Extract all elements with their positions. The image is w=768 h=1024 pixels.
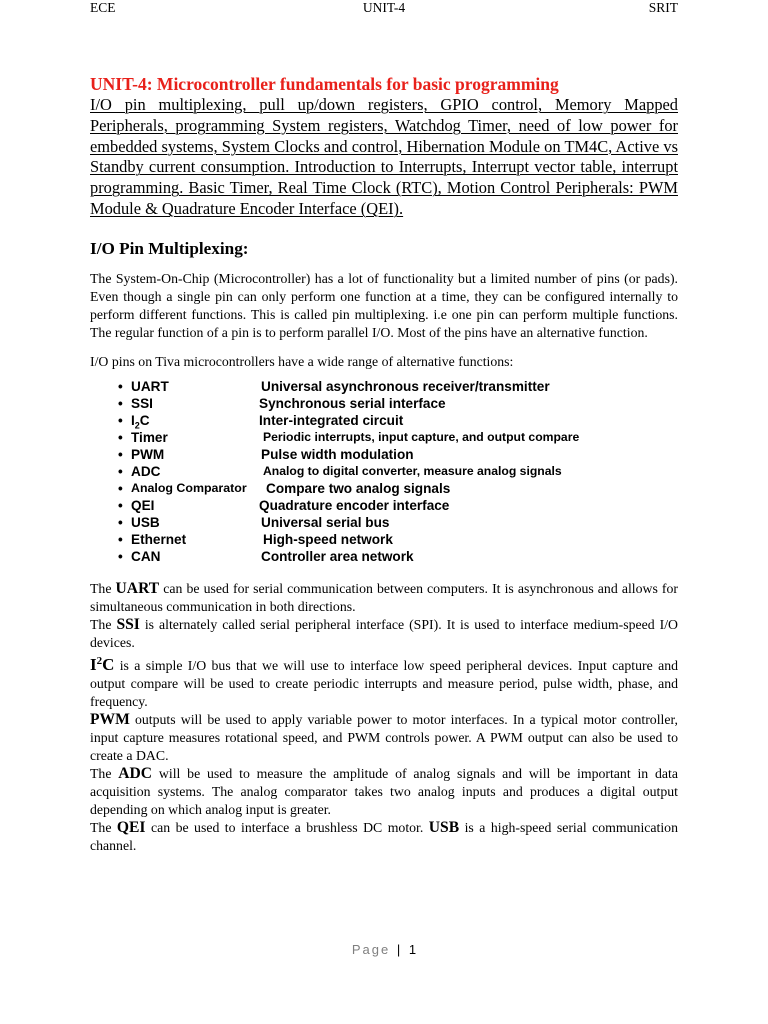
list-item bbox=[90, 446, 678, 463]
bullet: • bbox=[118, 497, 123, 513]
header-unit: UNIT-4 bbox=[362, 0, 406, 15]
bullet: • bbox=[118, 548, 123, 564]
function-desc: Synchronous serial interface bbox=[259, 395, 446, 411]
page-header bbox=[90, 0, 678, 18]
bullet: • bbox=[118, 395, 123, 411]
bullet: • bbox=[118, 531, 123, 547]
list-item bbox=[90, 395, 678, 412]
bullet: • bbox=[118, 446, 123, 462]
page-separator: | bbox=[396, 942, 401, 957]
function-abbr: USB bbox=[131, 514, 160, 530]
bullet: • bbox=[118, 412, 123, 428]
list-item bbox=[90, 412, 678, 429]
alternative-functions-list bbox=[90, 378, 678, 565]
function-abbr: Analog Comparator bbox=[131, 480, 247, 495]
i2c-paragraph: $I^2C$ is a simple I/O bus that we will use to interface low speed peripheral devices. Input capture and output compare will be used to create periodic interrupts and measure period, pulse width, phase, and frequency. bbox=[90, 654, 678, 709]
function-abbr: ADC bbox=[131, 463, 161, 479]
page-number: 1 bbox=[408, 942, 417, 957]
function-abbr: UART bbox=[131, 378, 169, 394]
syllabus-topics: I/O pin multiplexing, pull up/down registers, GPIO control, Memory Mapped Peripherals, programming System registers, Watchdog Timer, need of low power for embedded systems, System Clocks and control, Hibernation Module on TM4C, Active vs Standby current consumption. Introduction to Interrupts, Interrupt vector table, interrupt programming. Basic Timer, Real Time Clock (RTC), Motion Control Peripherals: PWM Module & Quadrature Encoder Interface (QEI). bbox=[90, 95, 678, 218]
page-footer bbox=[0, 942, 768, 957]
unit-title: UNIT-4: Microcontroller fundamentals for basic programming bbox=[90, 74, 559, 94]
list-item bbox=[90, 429, 678, 446]
function-abbr: PWM bbox=[131, 446, 165, 462]
function-desc: Pulse width modulation bbox=[261, 446, 414, 462]
function-abbr: SSI bbox=[131, 395, 153, 411]
uart-paragraph: The UART can be used for serial communication between computers. It is asynchronous and allows for simultaneous communication in both directions. bbox=[90, 579, 679, 614]
function-abbr: $I_2C$ bbox=[131, 412, 150, 431]
bullet: • bbox=[118, 514, 123, 530]
adc-paragraph: The ADC will be used to measure the amplitude of analog signals and will be important in data acquisition systems. The analog comparator takes two analog inputs and produces a digital output depending on which analog input is greater. bbox=[90, 764, 679, 817]
list-item bbox=[90, 514, 678, 531]
function-abbr: QEI bbox=[131, 497, 155, 513]
header-college: SRIT bbox=[648, 0, 678, 15]
function-desc: Periodic interrupts, input capture, and output compare bbox=[263, 429, 580, 444]
list-item bbox=[90, 463, 678, 480]
bullet: • bbox=[118, 463, 123, 479]
page-label: Page bbox=[351, 942, 391, 957]
function-abbr: CAN bbox=[131, 548, 161, 564]
intro-paragraph: The System-On-Chip (Microcontroller) has a lot of functionality but a limited number of pins (or pads). Even though a single pin can only perform one function at a time, they can be configured internally to perform different functions. This is called pin multiplexing. i.e one pin can perform multiple functions. The regular function of a pin is to perform parallel I/O. Most of the pins have an alternative function. bbox=[90, 270, 678, 340]
list-item bbox=[90, 531, 678, 548]
function-desc: Compare two analog signals bbox=[266, 480, 451, 496]
function-desc: Quadrature encoder interface bbox=[259, 497, 450, 513]
document-body bbox=[90, 74, 678, 855]
qei-paragraph: The QEI can be used to interface a brushless DC motor. USB is a high-speed serial communication channel. bbox=[90, 818, 678, 853]
list-intro: I/O pins on Tiva microcontrollers have a wide range of alternative functions: bbox=[90, 353, 514, 369]
function-abbr: Ethernet bbox=[131, 531, 187, 547]
function-desc: Analog to digital converter, measure analog signals bbox=[263, 463, 562, 478]
list-item bbox=[90, 480, 678, 497]
function-abbr: Timer bbox=[131, 429, 168, 445]
pwm-paragraph: PWM outputs will be used to apply variable power to motor interfaces. In a typical motor controller, input capture measures rotational speed, and PWM controls power. A PWM output can also be used to create a DAC. bbox=[90, 710, 678, 763]
bullet: • bbox=[118, 480, 123, 496]
function-descriptions bbox=[90, 580, 678, 855]
bullet: • bbox=[118, 429, 123, 445]
function-desc: High-speed network bbox=[263, 531, 393, 547]
list-item bbox=[90, 378, 678, 395]
function-desc: Controller area network bbox=[261, 548, 414, 564]
function-desc: Universal serial bus bbox=[261, 514, 390, 530]
ssi-paragraph: The SSI is alternately called serial peripheral interface (SPI). It is used to interface medium-speed I/O devices. bbox=[90, 615, 678, 650]
section-heading: I/O Pin Multiplexing: bbox=[90, 238, 249, 258]
list-item bbox=[90, 548, 678, 565]
bullet: • bbox=[118, 378, 123, 394]
list-item bbox=[90, 497, 678, 514]
header-dept: ECE bbox=[90, 0, 116, 15]
function-desc: Inter-integrated circuit bbox=[259, 412, 404, 428]
function-desc: Universal asynchronous receiver/transmitter bbox=[261, 378, 550, 394]
